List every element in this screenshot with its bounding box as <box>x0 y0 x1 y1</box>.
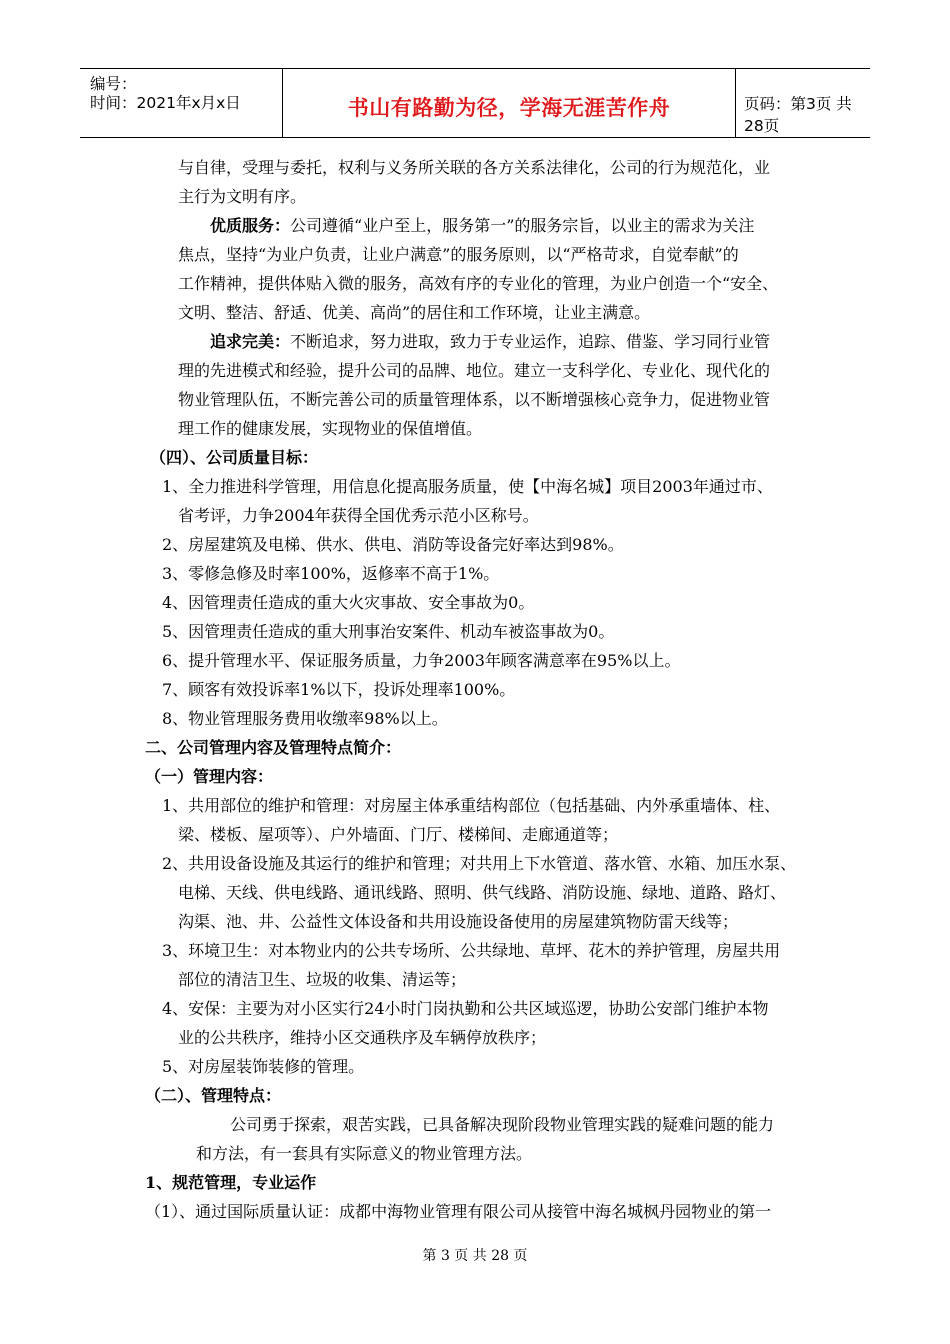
document-time-label: 时间：2021年x月x日 <box>90 94 241 112</box>
header-page-info: 页码：第3页 共28页 <box>744 95 852 135</box>
list-item: 2、共用设备设施及其运行的维护和管理；对共用上下水管道、落水管、水箱、加压水泵、 <box>162 854 797 873</box>
list-item: 2、房屋建筑及电梯、供水、供电、消防等设备完好率达到98%。 <box>162 535 624 554</box>
list-item: 8、物业管理服务费用收缴率98%以上。 <box>162 709 448 728</box>
list-item-continuation: 业的公共秩序，维持小区交通秩序及车辆停放秩序； <box>178 1028 547 1047</box>
section-heading: （二）、管理特点： <box>145 1086 282 1105</box>
list-item: 3、零修急修及时率100%，返修率不高于1%。 <box>162 564 500 583</box>
list-item: 6、提升管理水平、保证服务质量，力争2003年顾客满意率在95%以上。 <box>162 651 681 670</box>
list-item: 1、共用部位的维护和管理：对房屋主体承重结构部位（包括基础、内外承重墙体、柱、 <box>162 796 781 815</box>
bold-lead: 优质服务： <box>210 216 291 235</box>
list-item-continuation: 部位的清洁卫生、垃圾的收集、清运等； <box>178 970 467 989</box>
page-footer: 第 3 页 共 28 页 <box>422 1248 528 1264</box>
list-item-continuation: 梁、楼板、屋项等）、户外墙面、门厅、楼梯间、走廊通道等； <box>178 825 619 844</box>
list-item-continuation: 电梯、天线、供电线路、通讯线路、照明、供气线路、消防设施、绿地、道路、路灯、 <box>178 883 787 902</box>
list-item: 5、对房屋装饰装修的管理。 <box>162 1057 365 1076</box>
section-heading: （一）管理内容： <box>145 767 274 786</box>
list-item: 4、安保：主要为对小区实行24小时门岗执勤和公共区域巡逻，协助公安部门维护本物 <box>162 999 769 1018</box>
paragraph-line: 优质服务：公司遵循“业户至上，服务第一”的服务宗旨，以业主的需求为关注 <box>210 216 755 235</box>
paragraph-line: （1）、通过国际质量认证：成都中海物业管理有限公司从接管中海名城枫丹园物业的第一 <box>145 1202 772 1221</box>
list-item-continuation: 沟渠、池、井、公益性文体设备和共用设施设备使用的房屋建筑物防雷天线等； <box>178 912 739 931</box>
paragraph-line: 与自律，受理与委托，权利与义务所关联的各方关系法律化，公司的行为规范化，业 <box>178 158 771 177</box>
paragraph-line: 主行为文明有序。 <box>178 187 307 206</box>
header-motto: 书山有路勤为径，学海无涯苦作舟 <box>347 96 671 120</box>
header-table <box>80 68 870 138</box>
paragraph-line: 文明、整洁、舒适、优美、高尚”的居住和工作环境，让业主满意。 <box>178 303 651 322</box>
section-heading: （四）、公司质量目标： <box>150 448 319 467</box>
chapter-heading: 二、公司管理内容及管理特点简介： <box>145 738 402 757</box>
paragraph-line: 追求完美：不断追求，努力进取，致力于专业运作，追踪、借鉴、学习同行业管 <box>210 332 771 351</box>
header-center-cell <box>283 69 736 137</box>
paragraph-line: 理的先进模式和经验，提升公司的品牌、地位。建立一支科学化、专业化、现代化的 <box>178 361 771 380</box>
list-item: 5、因管理责任造成的重大刑事治安案件、机动车被盗事故为0。 <box>162 622 615 641</box>
paragraph-line: 物业管理队伍，不断完善公司的质量管理体系，以不断增强核心竞争力，促进物业管 <box>178 390 771 409</box>
subsection-heading: 1、规范管理，专业运作 <box>145 1173 317 1192</box>
document-number-label: 编号： <box>90 75 137 93</box>
list-item: 3、环境卫生：对本物业内的公共专场所、公共绿地、草坪、花木的养护管理，房屋共用 <box>162 941 781 960</box>
paragraph-line: 工作精神，提供体贴入微的服务，高效有序的专业化的管理，为业户创造一个“安全、 <box>178 274 779 293</box>
list-item: 4、因管理责任造成的重大火灾事故、安全事故为0。 <box>162 593 535 612</box>
list-item: 1、全力推进科学管理，用信息化提高服务质量，使【中海名城】项目2003年通过市、 <box>162 477 773 496</box>
list-item: 7、顾客有效投诉率1%以下，投诉处理率100%。 <box>162 680 516 699</box>
list-item-continuation: 省考评，力争2004年获得全国优秀示范小区称号。 <box>178 506 539 525</box>
paragraph-line: 公司勇于探索，艰苦实践，已具备解决现阶段物业管理实践的疑难问题的能力 <box>230 1115 775 1134</box>
bold-lead: 追求完美： <box>210 332 291 351</box>
paragraph-line: 焦点，坚持“为业户负责，让业户满意”的服务原则，以“严格苛求，自觉奉献”的 <box>178 245 739 264</box>
paragraph-line: 和方法，有一套具有实际意义的物业管理方法。 <box>196 1144 533 1163</box>
paragraph-line: 理工作的健康发展，实现物业的保值增值。 <box>178 419 483 438</box>
header-left-cell <box>80 69 283 137</box>
